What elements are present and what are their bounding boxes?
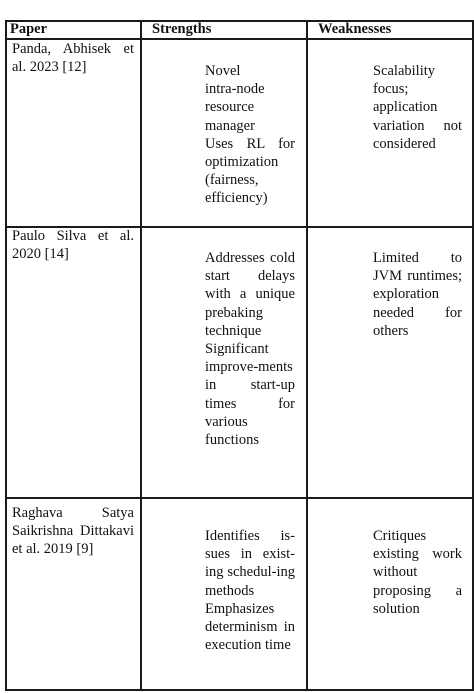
row-1-weaknesses: Scalability focus; application variation not considered	[373, 63, 462, 152]
row-3-paper: Raghava Satya Saikrishna Dittakavi et al. 2019 [9]	[12, 505, 134, 558]
column-divider-2	[306, 20, 308, 690]
header-paper: Paper	[10, 21, 48, 37]
header-weaknesses: Weaknesses	[318, 21, 392, 37]
table-bottom-rule	[5, 689, 474, 691]
row-3-strengths: Identifies is-sues in exist-ing schedul-ing methods Emphasizes determinism in execution time	[205, 528, 295, 654]
header-strengths: Strengths	[152, 21, 212, 37]
row-1-paper: Panda, Abhisek et al. 2023 [12]	[12, 41, 134, 76]
row-2-paper: Paulo Silva et al. 2020 [14]	[12, 228, 134, 263]
column-divider-1	[140, 20, 142, 690]
row-2-weaknesses: Limited to JVM runtimes; exploration needed for others	[373, 250, 462, 339]
table-left-rule	[5, 20, 7, 690]
row-1-strengths: Novel intra-node resource manager Uses RL for optimization (fairness, efficiency)	[205, 63, 295, 207]
table-top-rule	[5, 20, 474, 22]
row-2-strengths: Addresses cold start delays with a unique prebaking technique Significant improve-ments in start-up times for various functions	[205, 250, 295, 449]
table-right-rule	[472, 20, 474, 690]
row-3-weaknesses: Critiques existing work without proposing a solution	[373, 528, 462, 617]
row-2-bottom-rule	[5, 497, 474, 499]
